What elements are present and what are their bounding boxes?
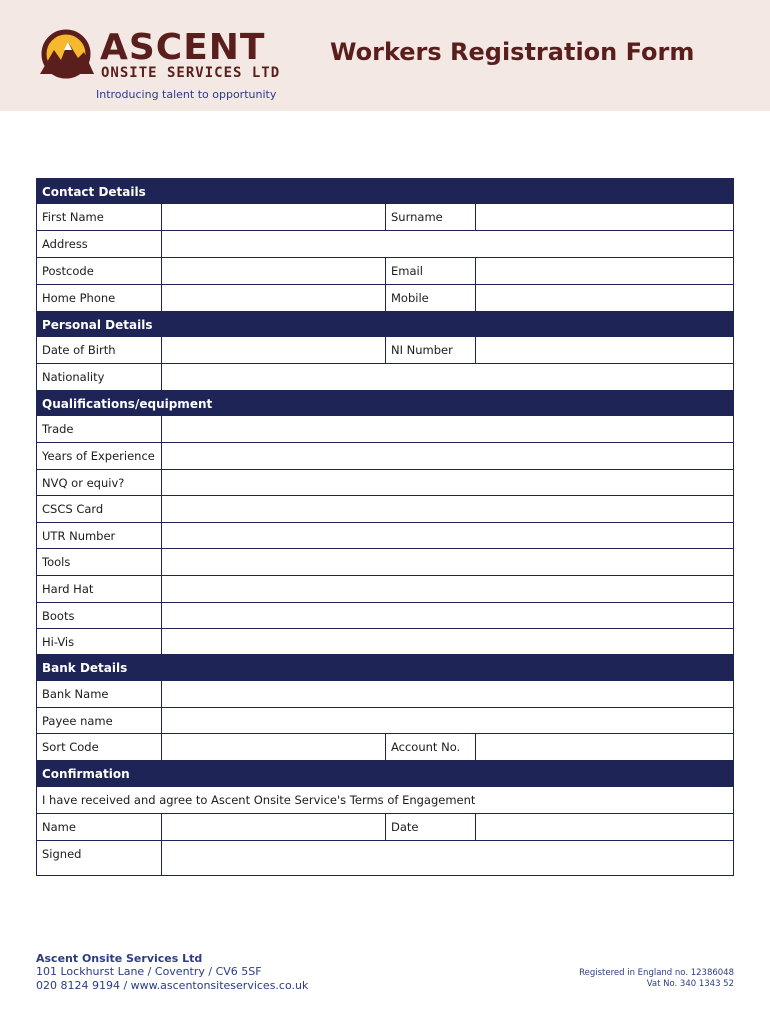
section-qualifications: Qualifications/equipment	[37, 391, 733, 416]
page-header	[0, 0, 770, 111]
footer-address: 101 Lockhurst Lane / Coventry / CV6 5SF	[36, 965, 262, 978]
address-label: Address	[42, 237, 88, 251]
row-signed	[37, 841, 733, 875]
hi-vis-label: Hi-Vis	[42, 634, 75, 649]
payee-name-label: Payee name	[42, 713, 113, 728]
row-name-date	[37, 814, 733, 841]
section-contact-details: Contact Details	[37, 179, 733, 204]
name-label: Name	[42, 820, 76, 834]
trade-field[interactable]	[161, 416, 733, 442]
first-name-field[interactable]	[161, 204, 385, 230]
agreement-text: I have received and agree to Ascent Onsite Service's Terms of Engagement	[42, 793, 476, 807]
dob-label: Date of Birth	[42, 343, 116, 357]
cscs-label: CSCS Card	[42, 502, 104, 516]
signed-label: Signed	[42, 847, 82, 861]
hard-hat-label: Hard Hat	[42, 582, 94, 596]
row-hi-vis	[37, 629, 733, 655]
postcode-label: Postcode	[42, 264, 94, 278]
boots-label: Boots	[42, 608, 75, 623]
mountain-logo-icon	[34, 28, 98, 80]
account-no-field[interactable]	[475, 734, 733, 760]
row-nvq	[37, 470, 733, 496]
first-name-label: First Name	[42, 210, 104, 224]
row-phone-mobile	[37, 285, 733, 312]
brand-name: ASCENT	[100, 27, 266, 68]
hi-vis-field[interactable]	[161, 629, 733, 654]
row-boots	[37, 603, 733, 629]
row-bank-name	[37, 681, 733, 708]
dob-field[interactable]	[161, 337, 385, 363]
bank-name-field[interactable]	[161, 681, 733, 707]
cscs-field[interactable]	[161, 496, 733, 522]
mobile-field[interactable]	[475, 285, 733, 311]
name-field[interactable]	[161, 814, 385, 840]
signature-field[interactable]	[161, 841, 733, 875]
tools-label: Tools	[42, 555, 71, 569]
date-label: Date	[385, 814, 475, 840]
brand-subtitle: ONSITE SERVICES LTD	[101, 65, 281, 81]
nationality-field[interactable]	[161, 364, 733, 390]
row-dob-ni	[37, 337, 733, 364]
footer-registration: Registered in England no. 12386048	[579, 968, 734, 978]
row-sort-code-account	[37, 734, 733, 761]
registration-form	[36, 178, 734, 876]
row-hard-hat	[37, 576, 733, 603]
utr-field[interactable]	[161, 523, 733, 548]
footer-contact: 020 8124 9194 / www.ascentonsiteservices.co.uk	[36, 979, 309, 992]
row-agreement	[37, 787, 733, 814]
row-first-name-surname	[37, 204, 733, 231]
trade-label: Trade	[42, 422, 74, 436]
mobile-label: Mobile	[385, 285, 475, 311]
brand-tagline: Introducing talent to opportunity	[96, 88, 277, 101]
bank-name-label: Bank Name	[42, 687, 109, 701]
row-payee-name	[37, 708, 733, 734]
home-phone-field[interactable]	[161, 285, 385, 311]
address-field[interactable]	[161, 231, 733, 257]
hard-hat-field[interactable]	[161, 576, 733, 602]
footer-company: Ascent Onsite Services Ltd	[36, 952, 203, 965]
postcode-field[interactable]	[161, 258, 385, 284]
row-cscs	[37, 496, 733, 523]
nvq-label: NVQ or equiv?	[42, 475, 125, 490]
years-experience-field[interactable]	[161, 443, 733, 469]
years-experience-label: Years of Experience	[42, 449, 155, 463]
tools-field[interactable]	[161, 549, 733, 575]
email-label: Email	[385, 258, 475, 284]
nationality-label: Nationality	[42, 370, 105, 384]
row-postcode-email	[37, 258, 733, 285]
boots-field[interactable]	[161, 603, 733, 628]
sort-code-label: Sort Code	[42, 740, 99, 754]
row-nationality	[37, 364, 733, 391]
footer-vat: Vat No. 340 1343 52	[646, 979, 734, 989]
date-field[interactable]	[475, 814, 733, 840]
row-address	[37, 231, 733, 258]
utr-label: UTR Number	[42, 528, 116, 543]
ni-number-field[interactable]	[475, 337, 733, 363]
row-trade	[37, 416, 733, 443]
ni-number-label: NI Number	[385, 337, 475, 363]
payee-name-field[interactable]	[161, 708, 733, 733]
row-tools	[37, 549, 733, 576]
row-utr	[37, 523, 733, 549]
section-personal-details: Personal Details	[37, 312, 733, 337]
home-phone-label: Home Phone	[42, 291, 116, 305]
account-no-label: Account No.	[385, 734, 475, 760]
section-bank-details: Bank Details	[37, 655, 733, 681]
surname-field[interactable]	[475, 204, 733, 230]
row-years-experience	[37, 443, 733, 470]
section-confirmation: Confirmation	[37, 761, 733, 787]
nvq-field[interactable]	[161, 470, 733, 495]
email-field[interactable]	[475, 258, 733, 284]
sort-code-field[interactable]	[161, 734, 385, 760]
form-title: Workers Registration Form	[330, 38, 695, 66]
surname-label: Surname	[385, 204, 475, 230]
